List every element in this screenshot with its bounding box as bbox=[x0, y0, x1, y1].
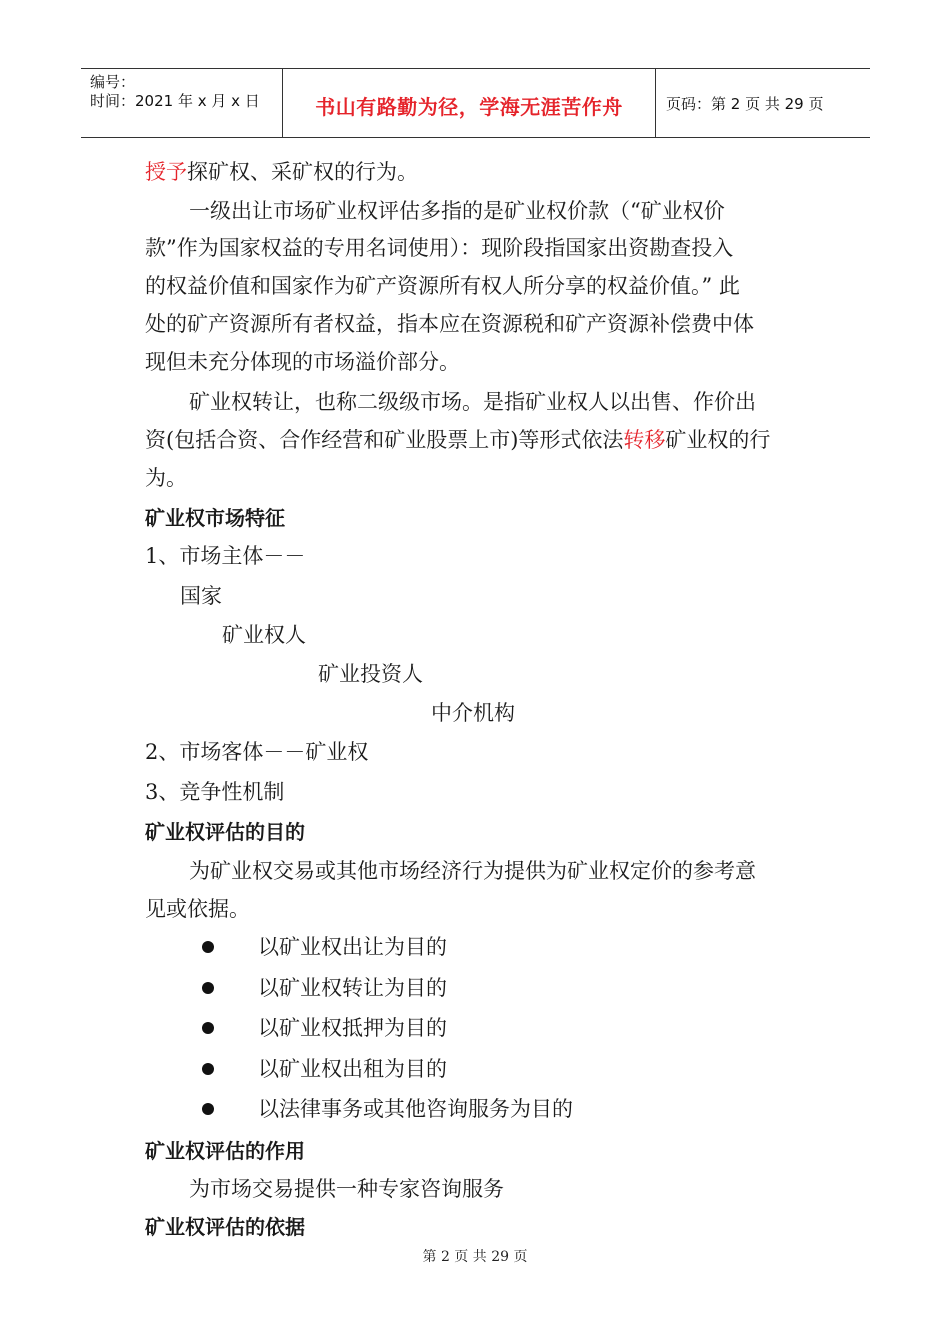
bullet-item: 以矿业权转让为目的 bbox=[258, 976, 447, 1000]
header-meta-cell bbox=[81, 69, 283, 137]
page-footer: 第 2 页 共 29 页 bbox=[422, 1249, 528, 1265]
paragraph-line: 现但未充分体现的市场溢价部分。 bbox=[145, 350, 460, 374]
paragraph-line: 处的矿产资源所有者权益，指本应在资源税和矿产资源补偿费中体 bbox=[145, 312, 754, 336]
bullet-icon bbox=[202, 1063, 214, 1075]
header-page-info: 页码：第 2 页 共 29 页 bbox=[666, 95, 824, 113]
paragraph-line: 为。 bbox=[145, 466, 187, 490]
paragraph-line: 一级出让市场矿业权评估多指的是矿业权价款（“矿业权价 bbox=[189, 199, 725, 223]
bullet-item: 以矿业权出让为目的 bbox=[258, 935, 447, 959]
list-item: 2、市场客体－－矿业权 bbox=[145, 740, 369, 764]
bullet-icon bbox=[202, 1022, 214, 1034]
list-item: 3、竞争性机制 bbox=[145, 780, 285, 804]
list-subitem: 矿业权人 bbox=[222, 623, 306, 647]
text-run: 资(包括合资、合作经营和矿业股票上市)等形式依法 bbox=[145, 428, 624, 452]
header-page-cell bbox=[656, 69, 870, 137]
paragraph-line: 矿业权转让，也称二级级市场。是指矿业权人以出售、作价出 bbox=[189, 390, 756, 414]
bullet-icon bbox=[202, 941, 214, 953]
section-heading: 矿业权评估的作用 bbox=[145, 1139, 305, 1163]
paragraph-line: 为市场交易提供一种专家咨询服务 bbox=[189, 1177, 504, 1201]
section-heading: 矿业权评估的依据 bbox=[145, 1215, 305, 1239]
text-run: 探矿权、采矿权的行为。 bbox=[187, 160, 418, 184]
list-subitem: 国家 bbox=[180, 584, 222, 608]
paragraph-line: 为矿业权交易或其他市场经济行为提供为矿业权定价的参考意 bbox=[189, 859, 756, 883]
paragraph-line bbox=[145, 158, 418, 186]
document-number-label: 编号： bbox=[90, 73, 136, 91]
paragraph-line: 见或依据。 bbox=[145, 897, 250, 921]
document-date: 时间：2021 年 x 月 x 日 bbox=[90, 92, 260, 110]
list-subitem: 矿业投资人 bbox=[318, 662, 423, 686]
bullet-item: 以矿业权抵押为目的 bbox=[258, 1016, 447, 1040]
header-motto-cell bbox=[283, 69, 656, 137]
highlighted-term: 授予 bbox=[145, 160, 187, 184]
bullet-item: 以法律事务或其他咨询服务为目的 bbox=[258, 1097, 573, 1121]
header-motto: 书山有路勤为径，学海无涯苦作舟 bbox=[315, 95, 623, 119]
paragraph-line: 的权益价值和国家作为矿产资源所有权人所分享的权益价值。” 此 bbox=[145, 274, 740, 298]
highlighted-term: 转移 bbox=[623, 428, 666, 452]
list-item: 1、市场主体－－ bbox=[145, 544, 306, 568]
paragraph-line: 款”作为国家权益的专用名词使用）：现阶段指国家出资勘查投入 bbox=[145, 236, 734, 260]
bullet-icon bbox=[202, 1103, 214, 1115]
text-run: 矿业权的行 bbox=[665, 428, 771, 452]
bullet-icon bbox=[202, 982, 214, 994]
section-heading: 矿业权评估的目的 bbox=[145, 820, 305, 844]
bullet-item: 以矿业权出租为目的 bbox=[258, 1057, 447, 1081]
paragraph-line bbox=[145, 426, 770, 454]
page-header bbox=[81, 68, 870, 138]
list-subitem: 中介机构 bbox=[431, 701, 515, 725]
section-heading: 矿业权市场特征 bbox=[145, 506, 285, 530]
